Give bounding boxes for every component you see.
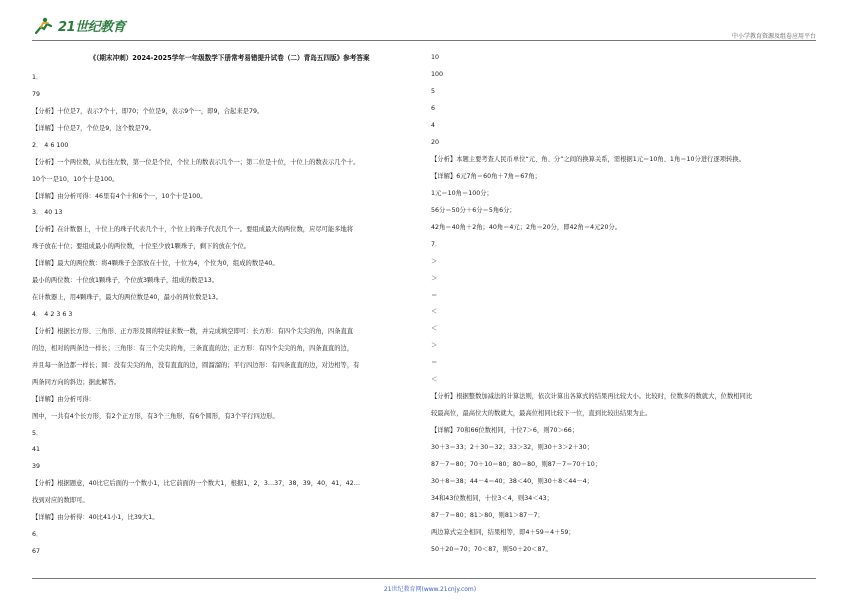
runner-logo-icon xyxy=(32,17,54,35)
header-platform-text: 中小学教育资源及组卷应用平台 xyxy=(731,33,816,40)
right-text-line: ＞ xyxy=(431,257,438,265)
right-text-line: 1元＝10角＝100分； xyxy=(431,189,493,197)
right-text-line: 6 xyxy=(431,104,436,112)
left-text-line: 两条同方向的斜边；据此解答。 xyxy=(32,378,121,386)
left-text-line: 【分析】根据长方形、三角形、正方形及圆的特征来数一数，并完成填空即可：长方形：有四个尖尖的角，四条直直 xyxy=(32,327,354,335)
right-text-line: ＝ xyxy=(431,359,438,367)
site-logo[interactable] xyxy=(32,16,125,35)
right-text-line: ＜ xyxy=(431,308,438,316)
right-text-line: 10 xyxy=(431,54,440,61)
right-text-line: 30＋8＝38；44－4＝40；38＜40，则30＋8＜44－4； xyxy=(431,478,593,486)
right-text-line: 100 xyxy=(431,70,444,78)
left-text-line: 39 xyxy=(32,463,41,471)
right-text-line: ＞ xyxy=(431,342,438,350)
footer-link[interactable]: 21世纪教育网(www.21cnjy.com) xyxy=(383,586,477,593)
left-text-line: 10个一是10，10个十是100。 xyxy=(32,175,119,183)
left-text-line: 的边，相对的两条边一样长；三角形：有三个尖尖的角，三条直直的边；正方形：有四个尖尖的角，四条直直的边， xyxy=(32,344,354,352)
right-text-line: 87－7＝80；70＋10＝80；80＝80，则87－7＝70＋10； xyxy=(431,461,601,469)
left-text-line: 5． xyxy=(32,429,43,437)
left-text-line: 【详解】由分析可得： xyxy=(32,395,95,403)
right-text-line: 56分＝50分＋6分＝5角6分； xyxy=(431,206,516,214)
right-text-line: 20 xyxy=(431,138,440,146)
left-text-line: 【详解】由分析得：40比41小1，比39大1。 xyxy=(32,514,159,522)
right-text-line: 【详解】6元7角＝60角＋7角＝67角； xyxy=(431,172,541,180)
left-text-line: 珠子放在十位；要组成最小的两位数，十位至少放1颗珠子，剩下的放在个位。 xyxy=(32,243,251,251)
right-text-line: 【详解】70和66位数相同，十位7＞6，则70＞66； xyxy=(431,427,579,435)
right-text-line: 50＋20＝70；70＜87，则50＋20＜87。 xyxy=(431,546,552,553)
right-text-line: ＜ xyxy=(431,325,438,333)
left-text-line: 【分析】十位是7，表示7个十，即70；个位是9，表示9个一，即9，合起来是79。 xyxy=(32,107,264,115)
left-text-line: 41 xyxy=(32,446,41,454)
right-text-line: 较最高位，最高位大的数就大，最高位相同比较下一位，直到比较出结果为止。 xyxy=(431,410,652,418)
left-text-line: 67 xyxy=(32,548,41,555)
left-text-line: 【分析】在计数器上，十位上的珠子代表几个十，个位上的珠子代表几个一。要组成最大的两位数，应尽可能多地将 xyxy=(32,226,354,234)
left-text-line: 1． xyxy=(32,74,43,81)
right-text-line: 【分析】本题主要考查人民币单位“元、角、分”之间的换算关系，需根据1元＝10角、1角＝10分进行逐项转换。 xyxy=(431,155,745,163)
right-text-line: ＞ xyxy=(431,274,438,282)
footer-divider xyxy=(32,578,816,579)
left-text-line: 6． xyxy=(32,531,43,539)
right-text-line: 两边算式完全相同，结果相等，即4＋59＝4＋59； xyxy=(431,529,575,537)
right-text-line: 5 xyxy=(431,87,436,95)
left-text-line: 2． 4 6 100 xyxy=(32,141,69,149)
right-text-line: 30＋3＝33；2＋30＝32；33＞32，则30＋3＞2＋30； xyxy=(431,444,593,452)
right-text-line: 87－7＝80；81＞80，则81＞87－7； xyxy=(431,512,544,520)
right-text-line: 【分析】根据整数加减法的计算法则，依次计算出各算式的结果再比较大小。比较时，位数多的数就大，位数相同比 xyxy=(431,393,753,401)
right-text-line: ＝ xyxy=(431,291,438,299)
right-text-line: 34和43位数相同，十位3＜4，则34＜43； xyxy=(431,495,553,503)
left-text-line: 最小的两位数：十位放1颗珠子，个位放3颗珠子，组成的数是13。 xyxy=(32,277,219,285)
document-title: 《（期末冲刺）2024-2025学年一年级数学下册常考易错提升试卷（二）青岛五四版》参考答案 xyxy=(89,54,370,62)
left-text-line: 图中，一共有4个长方形，有2个正方形，有3个三角形，有6个圆形，有3个平行四边形。 xyxy=(32,412,279,420)
logo-text: 21世纪教育 xyxy=(58,20,126,35)
left-text-line: 4． 4 2 3 6 3 xyxy=(32,311,73,318)
left-text-line: 79 xyxy=(32,90,41,98)
header-divider xyxy=(32,40,816,41)
right-text-line: 4 xyxy=(431,121,436,129)
left-text-line: 【分析】一个两位数，从右往左数，第一位是个位，个位上的数表示几个一；第二位是十位，十位上的数表示几个十。 xyxy=(32,158,360,166)
left-text-line: 【详解】由分析可得：46里有4个十和6个一，10个十是100。 xyxy=(32,192,207,200)
right-text-line: 42角＝40角＋2角；40角＝4元；2角＝20分，即42角＝4元20分。 xyxy=(431,223,622,231)
left-text-line: 找到对应的数即可。 xyxy=(32,497,89,505)
right-text-line: ＜ xyxy=(431,376,438,384)
left-text-line: 并且每一条边都一样长；圆：没有尖尖的角，没有直直的边，圆溜溜的；平行四边形：有四条直直的边，对边相等，有 xyxy=(32,361,360,369)
left-text-line: 【详解】十位是7，个位是9，这个数是79。 xyxy=(32,124,156,132)
right-text-line: 7． xyxy=(431,240,442,248)
left-text-line: 在计数器上，用4颗珠子，最大的两位数是40，最小的两位数是13。 xyxy=(32,294,223,302)
left-text-line: 3． 40 13 xyxy=(32,209,63,217)
left-text-line: 【详解】最大的两位数：将4颗珠子全部放在十位，十位为4，个位为0，组成的数是40。 xyxy=(32,260,279,268)
left-text-line: 【分析】根据题意，40比它后面的一个数小1，比它前面的一个数大1，根据1，2，3…37，38，39，40，41，42… xyxy=(32,480,360,488)
